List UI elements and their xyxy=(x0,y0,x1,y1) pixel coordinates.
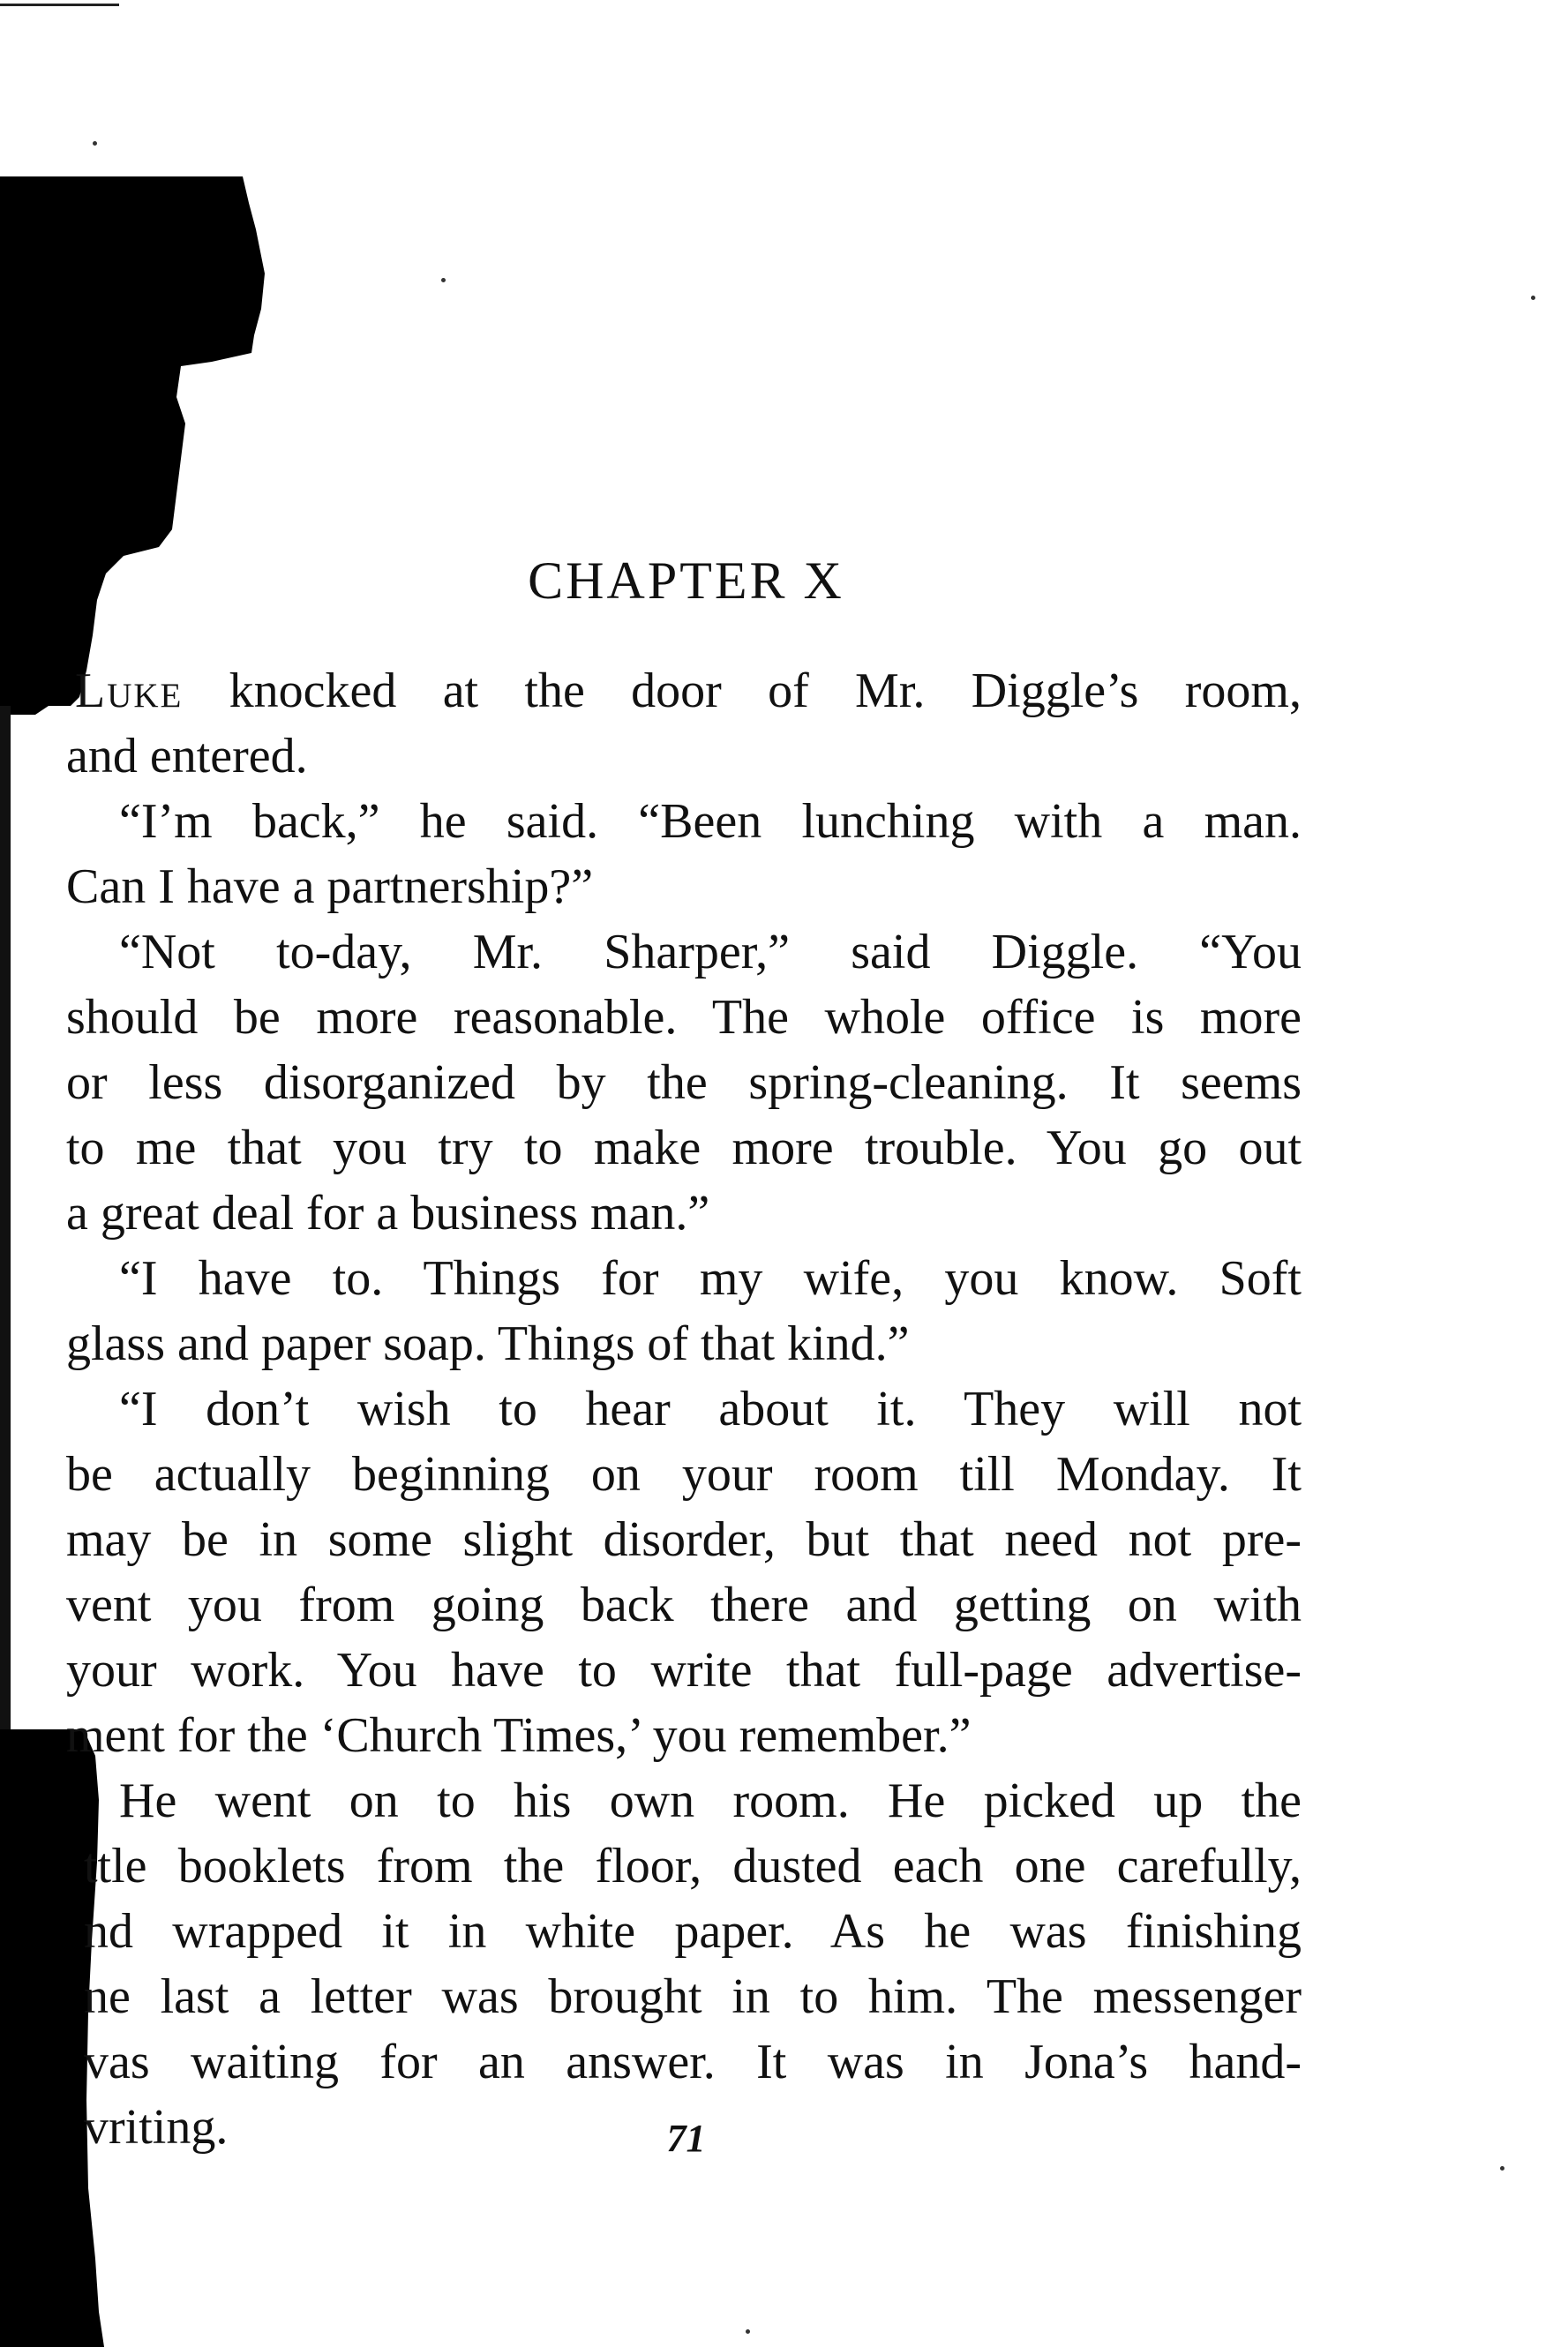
text-line: a great deal for a business man.” xyxy=(66,1186,710,1241)
text-line: vent you from going back there and getting on with xyxy=(66,1578,1302,1632)
text-line: “I’m back,” he said. “Been lunching with a man. xyxy=(119,794,1302,849)
text-line: to me that you try to make more trouble. You go out xyxy=(66,1121,1302,1175)
scan-speck xyxy=(746,2329,750,2334)
scan-speck xyxy=(441,278,446,282)
text-line: glass and paper soap. Things of that kind.” xyxy=(66,1316,910,1371)
line-text: knocked at the door of Mr. Diggle’s room, xyxy=(183,664,1302,718)
scan-speck xyxy=(1531,296,1535,300)
lead-word: Luke xyxy=(75,664,184,718)
text-line: vas waiting for an answer. It was in Jona’s hand- xyxy=(84,2035,1302,2089)
scan-speck xyxy=(93,141,97,146)
text-line: “I have to. Things for my wife, you know. Soft xyxy=(119,1251,1302,1306)
page-number: 71 xyxy=(666,2117,706,2160)
text-line xyxy=(66,658,1302,724)
text-line: nd wrapped it in white paper. As he was finishing xyxy=(84,1904,1302,1959)
text-line: be actually beginning on your room till Monday. It xyxy=(66,1447,1302,1502)
text-line: “I don’t wish to hear about it. They will not xyxy=(119,1382,1302,1436)
text-line: “Not to-day, Mr. Sharper,” said Diggle. “You xyxy=(119,925,1302,979)
text-line: and entered. xyxy=(66,729,308,784)
scan-binding-strip xyxy=(0,706,11,1765)
top-rule xyxy=(0,4,119,6)
text-line: Can I have a partnership?” xyxy=(66,859,594,914)
chapter-title: CHAPTER X xyxy=(528,551,844,610)
body-text xyxy=(66,658,1302,2160)
text-line: ment for the ‘Church Times,’ you remember.” xyxy=(66,1708,972,1763)
scan-binding-shadow-upper xyxy=(0,176,265,715)
text-line: He went on to his own room. He picked up the xyxy=(119,1773,1302,1828)
text-line: or less disorganized by the spring-cleaning. It seems xyxy=(66,1055,1302,1110)
text-line: should be more reasonable. The whole office is more xyxy=(66,990,1302,1045)
text-line: your work. You have to write that full-page advertise- xyxy=(66,1643,1302,1698)
text-line: ne last a letter was brought in to him. The messenger xyxy=(84,1969,1302,2024)
text-line: may be in some slight disorder, but that need not pre- xyxy=(66,1512,1302,1567)
text-line: ttle booklets from the floor, dusted each one carefully, xyxy=(84,1839,1302,1893)
text-line: vriting. xyxy=(84,2100,229,2155)
scan-speck xyxy=(1500,2166,1504,2171)
